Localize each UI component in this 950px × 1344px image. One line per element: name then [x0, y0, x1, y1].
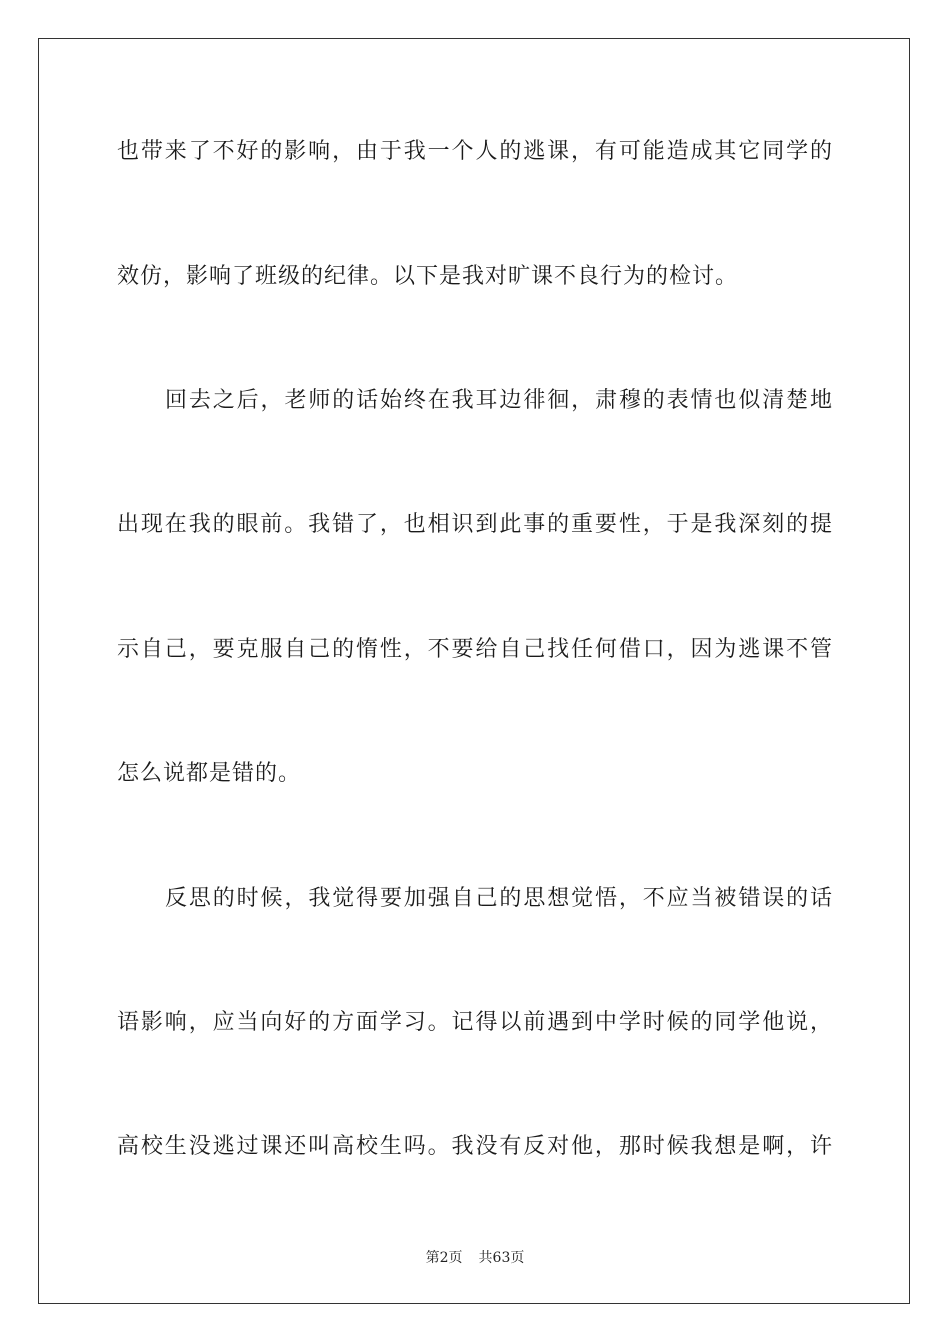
total-page-count: 共63页 [478, 1250, 525, 1266]
text-line-8: 语影响，应当向好的方面学习。记得以前遇到中学时候的同学他说， [117, 1010, 833, 1035]
page-footer [0, 1249, 950, 1267]
text-line-2: 效仿，影响了班级的纪律。以下是我对旷课不良行为的检讨。 [117, 264, 739, 289]
text-line-7-paragraph-start: 反思的时候，我觉得要加强自己的思想觉悟，不应当被错误的话 [165, 886, 833, 911]
page-border [38, 38, 910, 1304]
text-line-9: 高校生没逃过课还叫高校生吗。我没有反对他，那时候我想是啊，许 [117, 1134, 833, 1159]
current-page-number: 第2页 [425, 1250, 463, 1266]
text-line-4: 出现在我的眼前。我错了，也相识到此事的重要性，于是我深刻的提 [117, 512, 833, 537]
text-line-3-paragraph-start: 回去之后，老师的话始终在我耳边徘徊，肃穆的表情也似清楚地 [165, 388, 833, 413]
text-line-6: 怎么说都是错的。 [117, 761, 302, 786]
text-line-1: 也带来了不好的影响，由于我一个人的逃课，有可能造成其它同学的 [117, 139, 833, 164]
text-line-5: 示自己，要克服自己的惰性，不要给自己找任何借口，因为逃课不管 [117, 637, 833, 662]
